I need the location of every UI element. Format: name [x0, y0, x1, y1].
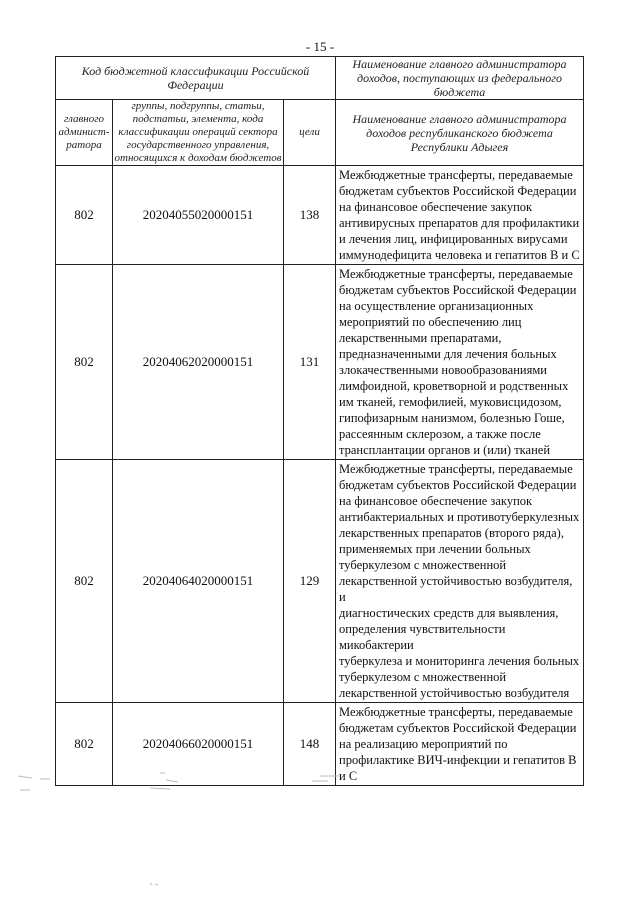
admin-code-cell: 802 [56, 265, 113, 460]
classification-code-cell: 20204064020000151 [113, 460, 284, 703]
description-cell: Межбюджетные трансферты, передаваемые бюджетам субъектов Российской Федерации на финансовое обеспечение закупок антибактериальных и противотуберкулезных лекарственных препаратов (второго ряда), применяемых при лечении больных туберкулезом с множественной лекарственной устойчивостью возбудителя, и диагностических средств для выявления, определения чувствительности микобактерии туберкулеза и мониторинга лечения больных туберкулезом с множественной лекарственной устойчивостью возбудителя [336, 460, 584, 703]
classification-code-cell: 20204062020000151 [113, 265, 284, 460]
code-group-header: Код бюджетной классификации Российской Федерации [56, 57, 336, 100]
description-cell: Межбюджетные трансферты, передаваемые бюджетам субъектов Российской Федерации на осуществление организационных мероприятий по обеспечению лиц лекарственными препаратами, предназначенными для лечения больных злокачественными новообразованиями лимфоидной, кроветворной и родственных им тканей, гемофилией, муковисцидозом, гипофизарным нанизмом, болезнью Гоше, рассеянным склерозом, а также после трансплантации органов и (или) тканей [336, 265, 584, 460]
page-number: - 15 - [305, 39, 335, 54]
purpose-code-cell: 131 [284, 265, 336, 460]
purpose-code-cell: 129 [284, 460, 336, 703]
admin-code-cell: 802 [56, 703, 113, 786]
col-purpose-header: цели [284, 100, 336, 166]
admin-federal-header: Наименование главного администратора доходов, поступающих из федерального бюджета [336, 57, 584, 100]
description-cell: Межбюджетные трансферты, передаваемые бюджетам субъектов Российской Федерации на реализацию мероприятий по профилактике ВИЧ-инфекции и гепатитов В и С [336, 703, 584, 786]
classification-code-cell: 20204066020000151 [113, 703, 284, 786]
admin-republic-header: Наименование главного администратора доходов республиканского бюджета Республики Адыгея [336, 100, 584, 166]
admin-code-cell: 802 [56, 166, 113, 265]
admin-code-cell: 802 [56, 460, 113, 703]
purpose-code-cell: 148 [284, 703, 336, 786]
classification-code-cell: 20204055020000151 [113, 166, 284, 265]
col-admin-header: главного админист-ратора [56, 100, 113, 166]
purpose-code-cell: 138 [284, 166, 336, 265]
description-cell: Межбюджетные трансферты, передаваемые бюджетам субъектов Российской Федерации на финансовое обеспечение закупок антивирусных препаратов для профилактики и лечения лиц, инфицированных вирусами иммунодефицита человека и гепатитов В и С [336, 166, 584, 265]
col-groups-header: группы, подгруппы, статьи, подстатьи, элемента, кода классификации операций сектора государственного управления, относящихся к доходам бюджетов [114, 100, 282, 164]
